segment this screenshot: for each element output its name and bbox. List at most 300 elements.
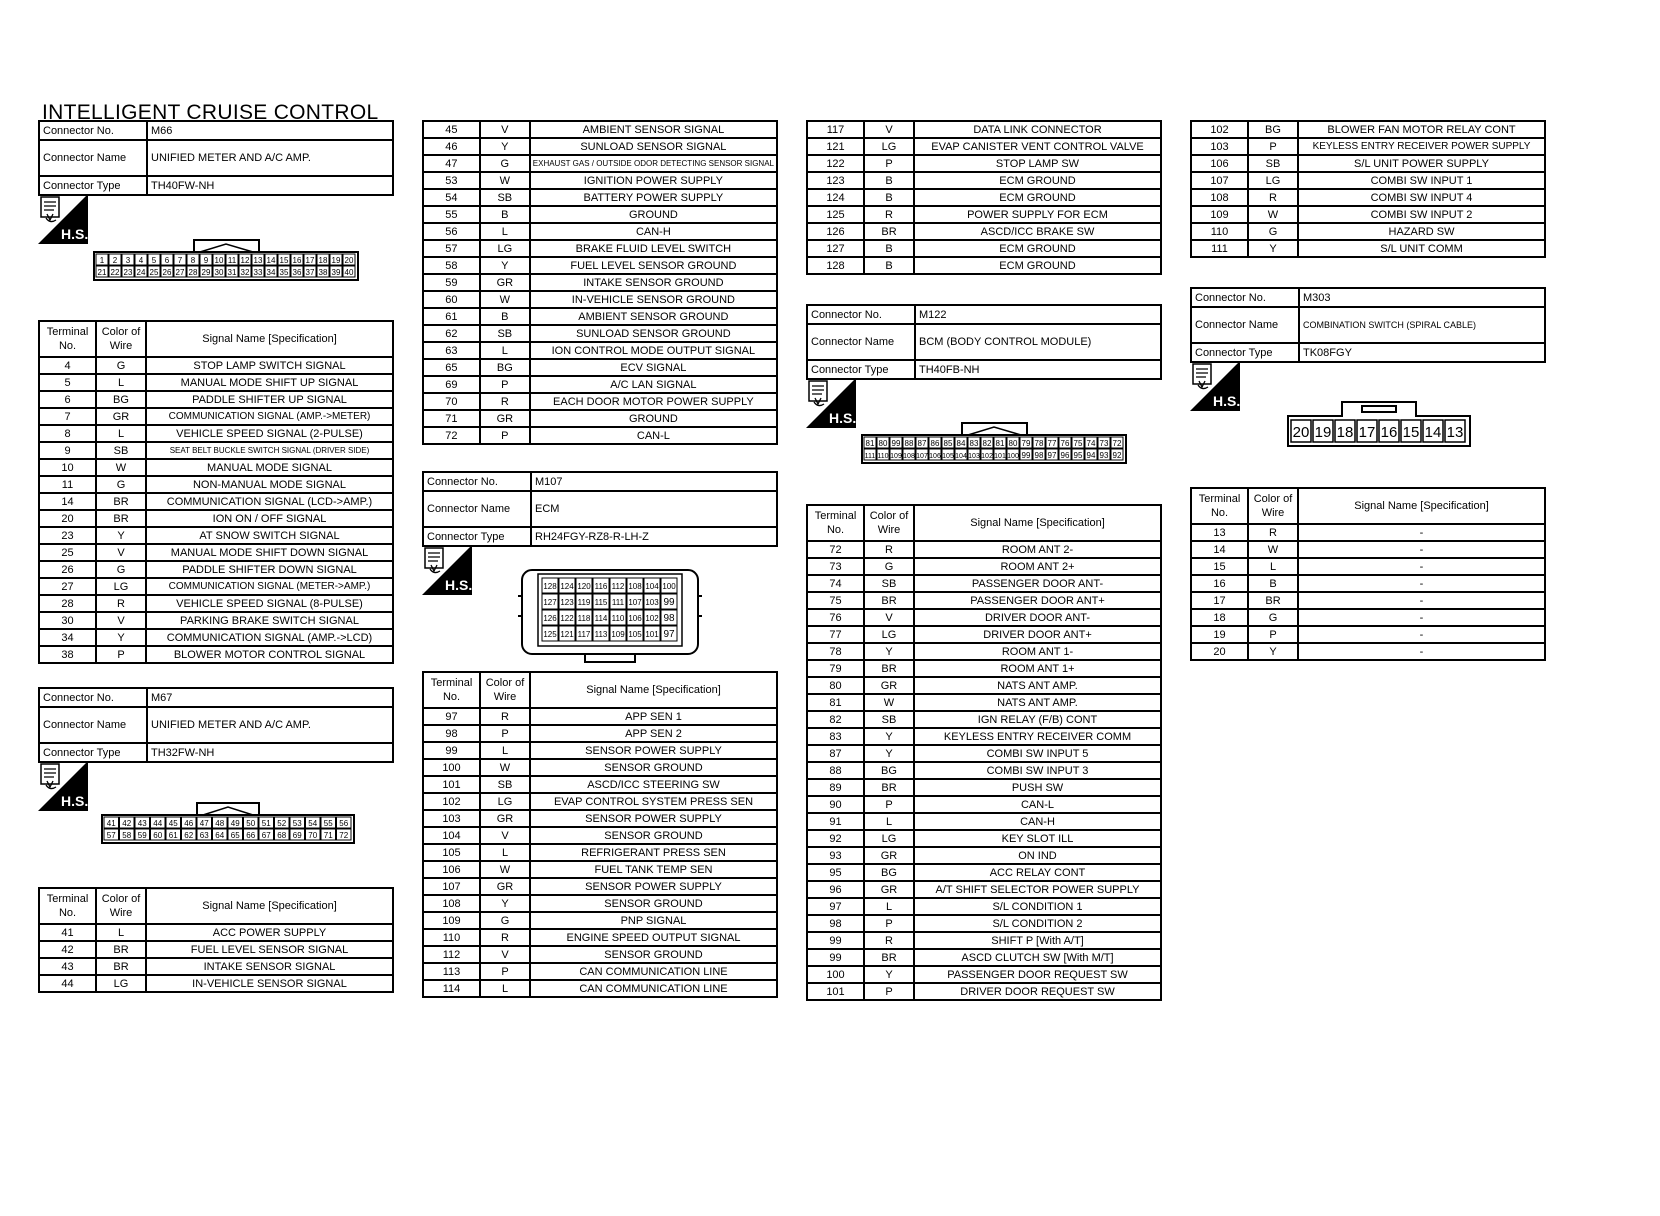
signal-name: - — [1298, 575, 1545, 592]
signal-name: PUSH SW — [914, 779, 1161, 796]
pin-number: 42 — [122, 819, 132, 828]
connector-type-value: TH40FW-NH — [147, 176, 393, 195]
signal-name: ASCD CLUTCH SW [With M/T] — [914, 949, 1161, 966]
pin-number: 104 — [955, 453, 967, 460]
table-header — [39, 321, 393, 357]
pin-number: 59 — [137, 831, 147, 840]
signal-name: IN-VEHICLE SENSOR GROUND — [530, 291, 777, 308]
signal-name: BLOWER MOTOR CONTROL SIGNAL — [146, 646, 393, 663]
terminal-no: 123 — [807, 172, 864, 189]
wire-color: P — [480, 725, 530, 742]
wire-color: G — [96, 561, 146, 578]
wire-color: L — [1248, 558, 1298, 575]
signal-name: IN-VEHICLE SENSOR SIGNAL — [146, 975, 393, 992]
pin-number: 106 — [628, 614, 642, 623]
wire-color: GR — [480, 878, 530, 895]
table-row — [423, 810, 777, 827]
connector-no-label: Connector No. — [1191, 288, 1299, 307]
pin-number: 41 — [106, 819, 116, 828]
wire-color: Y — [480, 138, 530, 155]
terminal-no: 101 — [807, 983, 864, 1000]
terminal-no: 97 — [807, 898, 864, 915]
signal-name: CAN-L — [914, 796, 1161, 813]
pin-number: 107 — [628, 598, 642, 607]
signal-name: SHIFT P [With A/T] — [914, 932, 1161, 949]
table-row — [423, 946, 777, 963]
pin-number: 127 — [543, 598, 557, 607]
signal-name: SUNLOAD SENSOR SIGNAL — [530, 138, 777, 155]
table-row — [1191, 626, 1545, 643]
connector-no-label: Connector No. — [807, 305, 915, 324]
table-row — [39, 924, 393, 941]
pin-number: 75 — [1073, 439, 1083, 448]
wire-color: LG — [1248, 172, 1298, 189]
wire-color: BR — [96, 493, 146, 510]
pin-number: 60 — [153, 831, 163, 840]
wire-color: SB — [1248, 155, 1298, 172]
signal-name: CAN-H — [914, 813, 1161, 830]
table-row — [39, 510, 393, 527]
wire-color: SB — [480, 776, 530, 793]
pin-number: 87 — [917, 439, 927, 448]
wire-color: BR — [1248, 592, 1298, 609]
terminal-no: 98 — [807, 915, 864, 932]
table-row — [423, 878, 777, 895]
pin-number: 116 — [594, 582, 608, 591]
pin-number: 3 — [125, 256, 131, 265]
hs-label: H.S. — [829, 410, 856, 426]
signal-name: KEYLESS ENTRY RECEIVER POWER SUPPLY — [1298, 138, 1545, 155]
wire-color: G — [1248, 609, 1298, 626]
table-row — [39, 527, 393, 544]
table-row — [1191, 592, 1545, 609]
terminal-no: 10 — [39, 459, 96, 476]
wire-color: R — [1248, 189, 1298, 206]
wire-color: L — [96, 924, 146, 941]
terminal-no: 43 — [39, 958, 96, 975]
table-row — [423, 257, 777, 274]
signal-name: S/L UNIT COMM — [1298, 240, 1545, 257]
pin-number: 117 — [577, 630, 591, 639]
terminal-no: 70 — [423, 393, 480, 410]
signal-name: MANUAL MODE SHIFT UP SIGNAL — [146, 374, 393, 391]
pin-number: 73 — [1099, 439, 1109, 448]
signal-name: BRAKE FLUID LEVEL SWITCH — [530, 240, 777, 257]
table-row — [807, 983, 1161, 1000]
pin-number: 7 — [177, 256, 183, 265]
terminal-no: 72 — [807, 541, 864, 558]
table-row — [807, 626, 1161, 643]
pin-number: 19 — [331, 256, 341, 265]
terminal-no: 91 — [807, 813, 864, 830]
pin-number: 18 — [318, 256, 328, 265]
hs-icon — [38, 194, 88, 244]
terminal-no: 77 — [807, 626, 864, 643]
table-row — [423, 912, 777, 929]
terminal-no-header: Terminal No. — [807, 505, 864, 541]
signal-name-header: Signal Name [Specification] — [1298, 488, 1545, 524]
signal-name: - — [1298, 609, 1545, 626]
pin-number: 67 — [261, 831, 271, 840]
wire-color: L — [864, 898, 914, 915]
terminal-no: 102 — [423, 793, 480, 810]
wire-color: G — [1248, 223, 1298, 240]
signal-name: A/C LAN SIGNAL — [530, 376, 777, 393]
pin-number: 58 — [122, 831, 132, 840]
signal-name: REFRIGERANT PRESS SEN — [530, 844, 777, 861]
signal-name: SENSOR POWER SUPPLY — [530, 878, 777, 895]
terminal-no: 23 — [39, 527, 96, 544]
connector-type-value: TK08FGY — [1299, 343, 1545, 362]
signal-name: NATS ANT AMP. — [914, 694, 1161, 711]
signal-name: - — [1298, 643, 1545, 660]
signal-name: SENSOR POWER SUPPLY — [530, 810, 777, 827]
wire-color: L — [480, 342, 530, 359]
table-row — [423, 410, 777, 427]
terminal-no: 99 — [423, 742, 480, 759]
terminal-no: 25 — [39, 544, 96, 561]
table-row — [423, 393, 777, 410]
table-row — [423, 827, 777, 844]
table-row — [807, 575, 1161, 592]
terminal-no: 60 — [423, 291, 480, 308]
table-row — [39, 442, 393, 459]
pin-number: 111 — [864, 453, 876, 460]
pin-number: 128 — [543, 582, 557, 591]
signal-name: INTAKE SENSOR SIGNAL — [146, 958, 393, 975]
signal-name: GROUND — [530, 206, 777, 223]
pin-number: 40 — [344, 268, 354, 277]
terminal-no: 128 — [807, 257, 864, 274]
terminal-no: 65 — [423, 359, 480, 376]
table-row — [807, 762, 1161, 779]
pin-number: 101 — [994, 453, 1006, 460]
pin-number: 99 — [891, 439, 901, 448]
terminal-no: 19 — [1191, 626, 1248, 643]
signal-name: EVAP CONTROL SYSTEM PRESS SEN — [530, 793, 777, 810]
pin-number: 57 — [106, 831, 116, 840]
wire-color: B — [864, 189, 914, 206]
table-row — [807, 189, 1161, 206]
connector-no-value: M107 — [531, 472, 777, 491]
signal-name: ECM GROUND — [914, 172, 1161, 189]
terminal-no: 124 — [807, 189, 864, 206]
m67-connector-diagram — [100, 797, 356, 845]
terminal-no: 106 — [423, 861, 480, 878]
terminal-no: 4 — [39, 357, 96, 374]
pin-number: 35 — [279, 268, 289, 277]
terminal-no: 44 — [39, 975, 96, 992]
wire-color: BR — [864, 949, 914, 966]
connector-type-label: Connector Type — [39, 176, 147, 195]
wire-color: L — [96, 374, 146, 391]
wire-color: Y — [1248, 643, 1298, 660]
table-row — [807, 779, 1161, 796]
wire-color: BR — [96, 941, 146, 958]
pin-number: 100 — [1007, 453, 1019, 460]
pin-number: 80 — [1008, 439, 1018, 448]
signal-name: S/L CONDITION 1 — [914, 898, 1161, 915]
pin-number: 84 — [956, 439, 966, 448]
signal-name: - — [1298, 558, 1545, 575]
connector-name-label: Connector Name — [1191, 307, 1299, 343]
terminal-no: 126 — [807, 223, 864, 240]
signal-name: IGN RELAY (F/B) CONT — [914, 711, 1161, 728]
pin-number: 37 — [305, 268, 315, 277]
pin-number: 10 — [214, 256, 224, 265]
table-row — [807, 677, 1161, 694]
wire-color: R — [864, 541, 914, 558]
signal-name-header: Signal Name [Specification] — [530, 672, 777, 708]
m122-terminal-table-continued — [1190, 120, 1546, 258]
signal-name: COMMUNICATION SIGNAL (METER->AMP.) — [146, 578, 393, 595]
wire-color: LG — [864, 626, 914, 643]
connector-type-label: Connector Type — [423, 527, 531, 546]
terminal-no: 108 — [423, 895, 480, 912]
table-row — [807, 796, 1161, 813]
table-row — [1191, 172, 1545, 189]
terminal-no: 26 — [39, 561, 96, 578]
pin-number: 76 — [1060, 439, 1070, 448]
signal-name: COMBI SW INPUT 3 — [914, 762, 1161, 779]
wire-color: SB — [480, 189, 530, 206]
signal-name-header: Signal Name [Specification] — [146, 888, 393, 924]
table-header — [39, 888, 393, 924]
table-row — [39, 544, 393, 561]
terminal-no: 42 — [39, 941, 96, 958]
pin-number: 77 — [1047, 439, 1057, 448]
hs-icon — [1190, 361, 1240, 411]
wire-color: SB — [864, 575, 914, 592]
wire-color: B — [480, 206, 530, 223]
terminal-no: 81 — [807, 694, 864, 711]
connector-name-value: BCM (BODY CONTROL MODULE) — [915, 324, 1161, 360]
wire-color: GR — [96, 408, 146, 425]
signal-name: PASSENGER DOOR REQUEST SW — [914, 966, 1161, 983]
terminal-no-header: Terminal No. — [423, 672, 480, 708]
pin-number: 97 — [663, 629, 675, 640]
table-row — [423, 359, 777, 376]
connector-name-value: UNIFIED METER AND A/C AMP. — [147, 140, 393, 176]
wire-color: Y — [96, 527, 146, 544]
signal-name: HAZARD SW — [1298, 223, 1545, 240]
wire-color: Y — [864, 966, 914, 983]
pin-number: 29 — [201, 268, 211, 277]
pin-number: 74 — [1086, 439, 1096, 448]
table-row — [423, 929, 777, 946]
terminal-no: 100 — [423, 759, 480, 776]
m66-connector-info — [38, 120, 394, 196]
connector-name-label: Connector Name — [39, 140, 147, 176]
signal-name: ION ON / OFF SIGNAL — [146, 510, 393, 527]
table-row — [423, 725, 777, 742]
m67-connector-info — [38, 687, 394, 763]
pin-number: 111 — [611, 598, 625, 607]
signal-name: SUNLOAD SENSOR GROUND — [530, 325, 777, 342]
wire-color: P — [864, 915, 914, 932]
pin-number: 14 — [266, 256, 276, 265]
wire-color: P — [864, 796, 914, 813]
terminal-no: 110 — [1191, 223, 1248, 240]
terminal-no: 53 — [423, 172, 480, 189]
wire-color: BR — [96, 958, 146, 975]
terminal-no: 99 — [807, 949, 864, 966]
signal-name: NATS ANT AMP. — [914, 677, 1161, 694]
terminal-no: 55 — [423, 206, 480, 223]
pin-number: 81 — [995, 439, 1005, 448]
terminal-no: 16 — [1191, 575, 1248, 592]
wire-color: LG — [864, 830, 914, 847]
wire-color: V — [480, 121, 530, 138]
terminal-no: 113 — [423, 963, 480, 980]
signal-name: VEHICLE SPEED SIGNAL (8-PULSE) — [146, 595, 393, 612]
hs-icon — [422, 545, 472, 595]
wire-color: BR — [864, 223, 914, 240]
pin-number: 98 — [1034, 451, 1044, 460]
signal-name: KEY SLOT ILL — [914, 830, 1161, 847]
wire-color: R — [480, 393, 530, 410]
table-row — [1191, 223, 1545, 240]
signal-name: - — [1298, 626, 1545, 643]
connector-type-label: Connector Type — [1191, 343, 1299, 362]
table-row — [423, 861, 777, 878]
pin-number: 13 — [253, 256, 263, 265]
signal-name: COMBI SW INPUT 1 — [1298, 172, 1545, 189]
wire-color: W — [864, 694, 914, 711]
pin-number: 25 — [149, 268, 159, 277]
wire-color: BG — [96, 391, 146, 408]
table-row — [39, 459, 393, 476]
terminal-no: 96 — [807, 881, 864, 898]
table-row — [1191, 138, 1545, 155]
signal-name-header: Signal Name [Specification] — [914, 505, 1161, 541]
pin-number: 81 — [865, 439, 875, 448]
wire-color: R — [480, 708, 530, 725]
pin-number: 17 — [305, 256, 315, 265]
signal-name: CAN COMMUNICATION LINE — [530, 980, 777, 997]
pin-number: 26 — [162, 268, 172, 277]
signal-name: STOP LAMP SWITCH SIGNAL — [146, 357, 393, 374]
signal-name: ACC POWER SUPPLY — [146, 924, 393, 941]
signal-name: BLOWER FAN MOTOR RELAY CONT — [1298, 121, 1545, 138]
table-row — [423, 776, 777, 793]
signal-name: NON-MANUAL MODE SIGNAL — [146, 476, 393, 493]
table-row — [807, 694, 1161, 711]
connector-name-label: Connector Name — [807, 324, 915, 360]
terminal-no: 15 — [1191, 558, 1248, 575]
table-row — [807, 643, 1161, 660]
signal-name: ON IND — [914, 847, 1161, 864]
table-row — [807, 847, 1161, 864]
table-header — [807, 505, 1161, 541]
pin-number: 19 — [1314, 424, 1332, 441]
pin-number: 86 — [930, 439, 940, 448]
terminal-no: 100 — [807, 966, 864, 983]
terminal-no: 28 — [39, 595, 96, 612]
signal-name: PASSENGER DOOR ANT- — [914, 575, 1161, 592]
terminal-no: 69 — [423, 376, 480, 393]
terminal-no: 110 — [423, 929, 480, 946]
signal-name-header: Signal Name [Specification] — [146, 321, 393, 357]
hs-label: H.S. — [1213, 393, 1240, 409]
terminal-no: 90 — [807, 796, 864, 813]
signal-name: SENSOR GROUND — [530, 827, 777, 844]
wire-color: V — [96, 544, 146, 561]
m67-terminal-table — [38, 887, 394, 993]
wire-color: P — [480, 376, 530, 393]
pin-number: 105 — [942, 453, 954, 460]
wire-color: G — [480, 155, 530, 172]
table-row — [807, 813, 1161, 830]
wire-color: P — [1248, 138, 1298, 155]
pin-number: 109 — [611, 630, 625, 639]
table-row — [423, 240, 777, 257]
table-row — [1191, 121, 1545, 138]
terminal-no: 46 — [423, 138, 480, 155]
terminal-no: 73 — [807, 558, 864, 575]
pin-number: 71 — [323, 831, 333, 840]
signal-name: ASCD/ICC BRAKE SW — [914, 223, 1161, 240]
table-row — [807, 558, 1161, 575]
table-row — [423, 189, 777, 206]
table-row — [423, 206, 777, 223]
wire-color: R — [864, 206, 914, 223]
wire-color: Y — [480, 895, 530, 912]
terminal-no: 87 — [807, 745, 864, 762]
table-row — [807, 745, 1161, 762]
signal-name: ROOM ANT 2- — [914, 541, 1161, 558]
wire-color: GR — [480, 274, 530, 291]
m122-connector-diagram — [860, 417, 1128, 465]
signal-name: ECM GROUND — [914, 189, 1161, 206]
terminal-no: 121 — [807, 138, 864, 155]
wire-color: BR — [864, 592, 914, 609]
wire-color: Y — [864, 728, 914, 745]
pin-number: 66 — [246, 831, 256, 840]
pin-number: 119 — [577, 598, 591, 607]
wire-color: GR — [864, 847, 914, 864]
table-row — [423, 980, 777, 997]
hs-icon — [806, 378, 856, 428]
table-row — [39, 975, 393, 992]
wire-color: GR — [480, 410, 530, 427]
terminal-no: 63 — [423, 342, 480, 359]
wire-color: W — [480, 172, 530, 189]
table-row — [1191, 240, 1545, 257]
color-of-wire-header: Color of Wire — [1248, 488, 1298, 524]
terminal-no: 76 — [807, 609, 864, 626]
signal-name: STOP LAMP SW — [914, 155, 1161, 172]
terminal-no: 58 — [423, 257, 480, 274]
hs-icon — [38, 761, 88, 811]
signal-name: ASCD/ICC STEERING SW — [530, 776, 777, 793]
terminal-no: 83 — [807, 728, 864, 745]
terminal-no: 107 — [423, 878, 480, 895]
wire-color: LG — [480, 793, 530, 810]
signal-name: MANUAL MODE SIGNAL — [146, 459, 393, 476]
terminal-no: 111 — [1191, 240, 1248, 257]
terminal-no: 13 — [1191, 524, 1248, 541]
signal-name: ROOM ANT 1+ — [914, 660, 1161, 677]
table-row — [39, 493, 393, 510]
wire-color: P — [96, 646, 146, 663]
signal-name: ROOM ANT 1- — [914, 643, 1161, 660]
pin-number: 78 — [1034, 439, 1044, 448]
pin-number: 79 — [1021, 439, 1031, 448]
table-row — [423, 308, 777, 325]
wire-color: B — [480, 308, 530, 325]
wire-color: BR — [96, 510, 146, 527]
